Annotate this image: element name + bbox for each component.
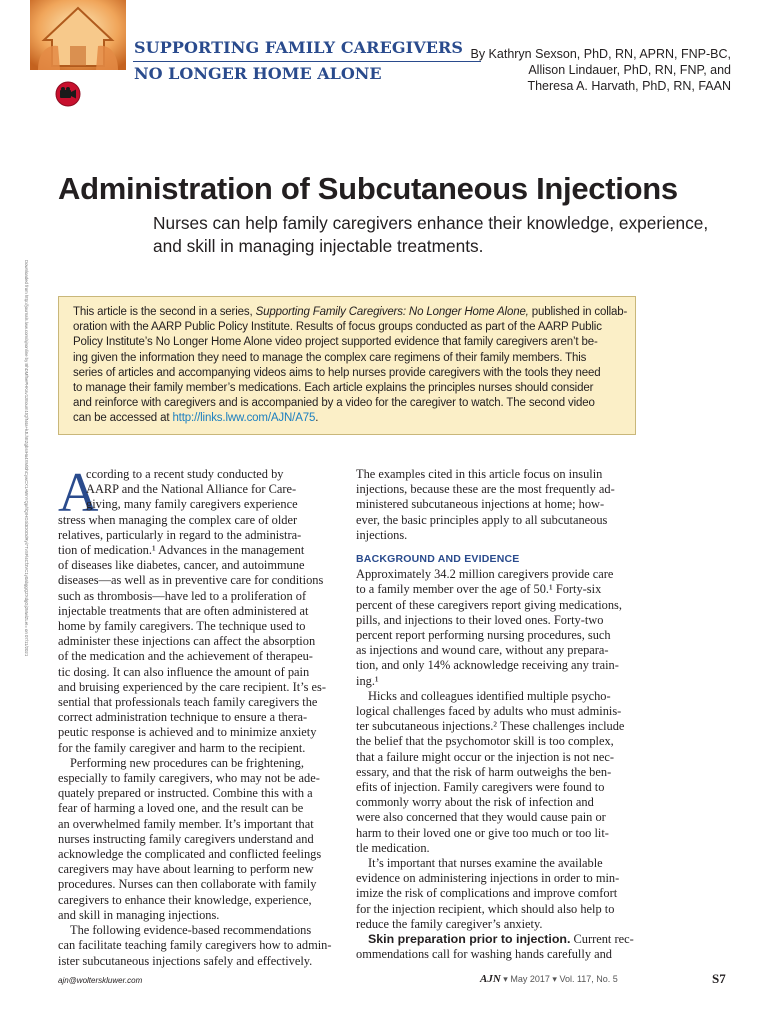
body-text-line: It’s important that nurses examine the available (368, 856, 603, 871)
infobox-line: This article is the second in a series, Supporting Family Caregivers: No Longer Home Alone, published in collab- (73, 306, 628, 318)
body-text-line: acknowledge the complicated and conflicted feelings (58, 847, 322, 862)
body-text-line: especially to family caregivers, who may not be ade- (58, 771, 320, 786)
issue-date: May 2017 (510, 974, 550, 984)
article-title: Administration of Subcutaneous Injections (58, 171, 678, 206)
infobox-line: and reinforce with caregivers and is accompanied by a video for the caregiver to watch. The second video (73, 397, 595, 410)
body-text-line: and skill in managing injections. (58, 907, 220, 922)
body-text-line: The following evidence-based recommendations (70, 923, 312, 938)
series-rule (133, 61, 481, 62)
author-byline (461, 46, 731, 94)
infobox-line: to manage their family member’s medications. Each article explains the principles nurses should consider (73, 382, 594, 395)
body-text-line: the belief that the psychomotor skill is too complex, (356, 734, 614, 749)
series-title: SUPPORTING FAMILY CAREGIVERS (134, 38, 464, 57)
body-text-line: that a failure might occur or the injection is not nec- (356, 749, 615, 764)
body-text-line: caregivers may have about learning to perform new (58, 862, 314, 877)
author-line: By Kathryn Sexson, PhD, RN, APRN, FNP-BC, (470, 47, 731, 61)
runin-paragraph-line (356, 932, 632, 947)
body-text-line: ministered subcutaneous injections at home; how- (356, 497, 605, 512)
body-text-line: AARP and the National Alliance for Care- (86, 482, 297, 497)
body-text-line: for the injection recipient, which should also help to (356, 901, 615, 916)
body-text-line: reduce the family caregiver’s anxiety. (356, 916, 543, 931)
infobox-line: ing given the information they need to manage the complex care regimens of their family members. This (73, 351, 587, 364)
infobox-line: can be accessed at http://links.lww.com/AJN/A75. (73, 412, 319, 425)
body-text-line: sential that professionals teach family caregivers the (58, 695, 318, 710)
footer-email: ajn@wolterskluwer.com (58, 976, 143, 985)
body-text-line: efits of injection. Family caregivers were found to (356, 780, 605, 795)
video-camera-icon[interactable] (52, 80, 84, 113)
triangle-icon: ▾ (503, 974, 508, 984)
body-text-line: to a family member over the age of 50.¹ Forty-six (356, 582, 602, 597)
body-text-line: essary, and that the risk of harm outweighs the ben- (356, 764, 612, 779)
body-text-line: tle medication. (356, 840, 430, 855)
infobox-line: Policy Institute’s No Longer Home Alone video project supported evidence that family caregivers aren’t be- (73, 336, 598, 349)
left-column (58, 462, 334, 969)
infobox-line: series of articles and accompanying videos aims to help nurses provide caregivers with the tools they need (73, 366, 601, 379)
body-text-line: harm to their loved one or give too much or too lit- (356, 825, 609, 840)
body-text-line: relatives, particularly in regard to the administra- (58, 527, 302, 542)
article-deck: Nurses can help family caregivers enhance their knowledge, experience, and skill in managing injectable treatments. (153, 213, 709, 256)
body-text-line: commonly worry about the risk of infection and (356, 795, 594, 810)
right-column (356, 467, 632, 963)
body-text-line: ing.¹ (356, 673, 379, 688)
video-link[interactable]: http://links.lww.com/AJN/A75 (172, 412, 316, 425)
triangle-icon: ▾ (552, 974, 557, 984)
body-text-line: stress when managing the complex care of older (58, 512, 298, 527)
page-number: S7 (712, 971, 726, 986)
body-text-line: Hicks and colleagues identified multiple psycho- (368, 688, 611, 703)
journal-name: AJN (480, 973, 501, 985)
runin-text: Current rec- (570, 932, 634, 947)
series-name: Supporting Family Caregivers: No Longer Home Alone, (255, 306, 529, 318)
body-text-line: giving, many family caregivers experience (86, 497, 298, 512)
body-text-line: The examples cited in this article focus on insulin (356, 467, 603, 481)
series-logo (30, 0, 126, 70)
body-text-line: tion, and only 14% acknowledge receiving any train- (356, 658, 619, 673)
body-text-line: injectable treatments that are often administered at (58, 603, 309, 618)
body-text-line: of the medication and the achievement of therapeu- (58, 649, 313, 664)
body-text-line: ter subcutaneous injections.² These challenges include (356, 719, 625, 734)
body-text-line: fear of harming a loved one, and the result can be (58, 801, 304, 816)
body-text-line: of diseases like diabetes, cancer, and autoimmune (58, 558, 305, 573)
body-text-line: pills, and injections to their loved ones. Forty-two (356, 612, 604, 627)
body-text-line: Performing new procedures can be frightening, (70, 755, 304, 770)
body-text-line: ever, the basic principles apply to all subcutaneous (356, 512, 608, 527)
body-text-line: peutic response is achieved and to minimize anxiety (58, 725, 317, 740)
body-text-line: for the family caregiver and harm to the recipient. (58, 740, 306, 755)
body-text-line: evidence on administering injections in order to min- (356, 871, 620, 886)
body-text-line: percent of these caregivers report giving medications, (356, 597, 622, 612)
body-text-line: home by family caregivers. The technique used to (58, 619, 306, 634)
body-text-line: such as thrombosis—have led to a proliferation of (58, 588, 307, 603)
download-note-text: Downloaded from http://journals.lww.com/ajnonline by BhDMf5ePHKav1zEoum1tQfN4a+kJLhEZgbsIHo4XMi0hCywCX1AWnYQp/IlQrHD3i3D0OdRyi7TvSFl4Cf3VC1y0abggQZXdgGj2MwlZLeI= on 07/11/2021 (24, 260, 29, 657)
body-text-line: injections. (356, 527, 408, 542)
body-text-line: caregivers to enhance their knowledge, experience, (58, 892, 312, 907)
body-text-line: can facilitate teaching family caregivers how to admin- (58, 938, 332, 953)
body-text-line: correct administration technique to ensure a thera- (58, 710, 308, 725)
volume-info: Vol. 117, No. 5 (559, 974, 618, 984)
series-info-box (58, 296, 636, 435)
section-heading: BACKGROUND AND EVIDENCE (356, 553, 520, 566)
author-line: Theresa A. Harvath, PhD, RN, FAAN (527, 79, 731, 93)
body-text-line: were also concerned that they would cause pain or (356, 810, 606, 825)
body-text-line: tion of medication.¹ Advances in the management (58, 543, 305, 558)
body-text-line: and bruising experienced by the care recipient. It’s es- (58, 679, 327, 694)
author-line: Allison Lindauer, PhD, RN, FNP, and (528, 63, 731, 77)
series-subtitle: NO LONGER HOME ALONE (134, 64, 382, 83)
body-text-line: as injections and wound care, without any prepara- (356, 643, 609, 658)
footer-journal-info (480, 973, 618, 985)
body-text-line: percent report performing nursing procedures, such (356, 628, 611, 643)
body-text-line: procedures. Nurses can then collaborate with family (58, 877, 317, 892)
body-text-line: ccording to a recent study conducted by (86, 467, 284, 481)
body-text-line: ommendations call for washing hands carefully and (356, 947, 612, 962)
body-text-line: tic dosing. It can also influence the amount of pain (58, 664, 310, 679)
runin-heading: Skin preparation prior to injection. (368, 932, 571, 947)
body-text-line: diseases—as well as in preventive care for conditions (58, 573, 324, 588)
body-text-line: an overwhelmed family member. It’s important that (58, 816, 314, 831)
drop-cap: A (58, 462, 99, 524)
body-text-line: quately prepared or instructed. Combine this with a (58, 786, 313, 801)
body-text-line: logical challenges faced by adults who must adminis- (356, 704, 622, 719)
body-text-line: nurses instructing family caregivers understand and (58, 831, 314, 846)
body-text-line: injections, because these are the most frequently ad- (356, 482, 615, 497)
download-note (24, 260, 35, 770)
body-text-line: administer these injections can affect the absorption (58, 634, 316, 649)
house-hands-logo-icon (30, 0, 126, 70)
body-text-line: imize the risk of complications and improve comfort (356, 886, 618, 901)
infobox-line: oration with the AARP Public Policy Institute. Results of focus groups conducted as part of the AARP Public (73, 321, 602, 334)
body-text-line: Approximately 34.2 million caregivers provide care (356, 567, 614, 582)
body-text-line: ister subcutaneous injections safely and effectively. (58, 953, 313, 968)
